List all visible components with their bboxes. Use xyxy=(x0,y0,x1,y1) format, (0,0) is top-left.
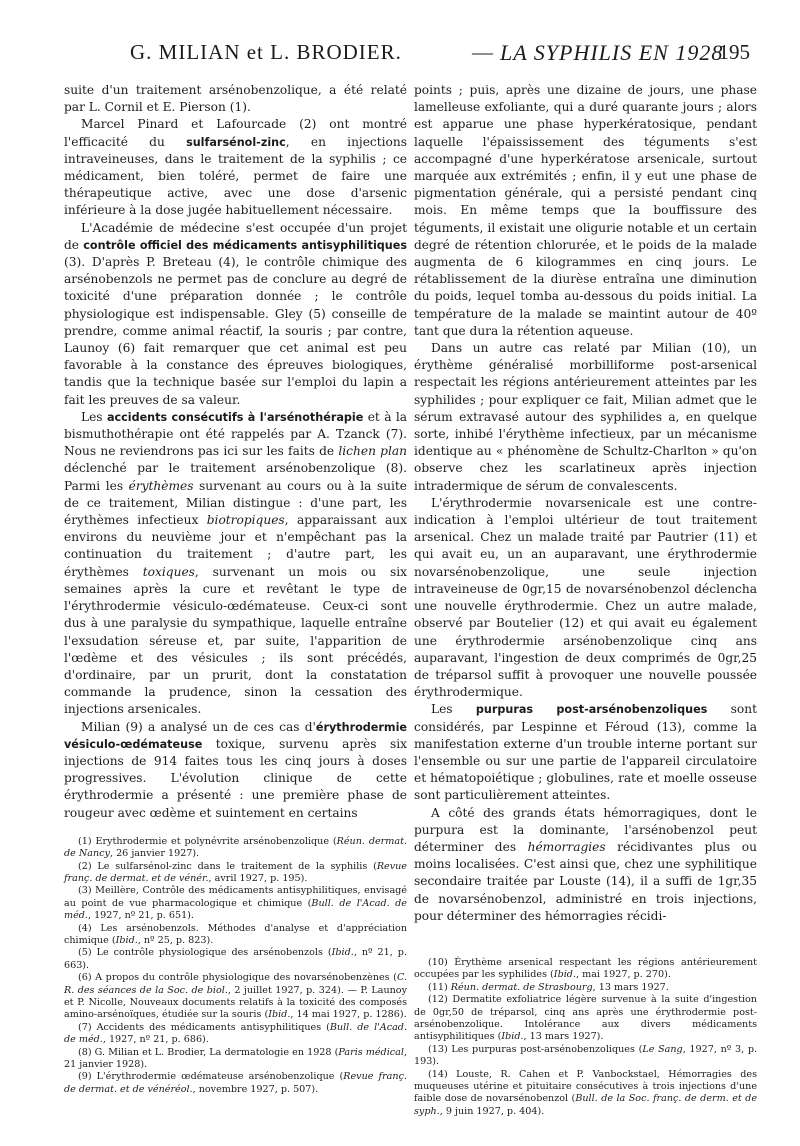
left-column xyxy=(64,82,407,1096)
right-body xyxy=(414,82,757,925)
text: Les xyxy=(81,409,107,424)
text: (5) Le contrôle physiologique des arsénobenzols ( xyxy=(78,947,332,959)
text: (8) G. Milian et L. Brodier, La dermatologie en 1928 ( xyxy=(78,1046,339,1058)
text: (3). D'après P. Breteau (4), le contrôle chimique des arsénobenzols ne permet pas de conclure au degré de toxicité d'une préparation donnée ; le contrôle physiologique est indispensable. Gley (5) conseille de prendre, comme animal réactif, la souris ; par contre, Launoy (6) fait remarquer que cet animal est peu favorable à la constance des épreuves biologiques, tandis que la technique basée sur l'emploi du lapin a fait les preuves de sa valeur. xyxy=(64,255,407,407)
text: L'Académie de médecine s'est occupée d'un projet de xyxy=(64,220,407,252)
bold-term: contrôle officiel des médicaments antisyphilitiques xyxy=(83,238,407,252)
text: (2) Le sulfarsénol-zinc dans le traitement de la syphilis ( xyxy=(78,860,377,872)
citation: Bull. de la Soc. franç. de derm. et de syph. xyxy=(414,1093,758,1117)
citation: Ibid. xyxy=(501,1031,524,1043)
paragraph xyxy=(64,220,407,409)
paragraph xyxy=(414,340,757,495)
text: (7) Accidents des médicaments antisyphilitiques ( xyxy=(78,1021,330,1033)
header-separator: — xyxy=(472,40,493,64)
text: , nº 21, p. 663). xyxy=(64,947,407,971)
bold-term: érythrodermie vésiculo-œdémateuse xyxy=(64,720,407,751)
paragraph xyxy=(414,805,757,925)
italic-term: hémorragies xyxy=(527,839,606,854)
footnote xyxy=(64,947,407,972)
paragraph xyxy=(64,82,407,116)
text: , 14 mai 1927, p. 1286). xyxy=(290,1009,407,1021)
text: , 1927, nº 21, p. 686). xyxy=(102,1034,209,1046)
text: , 26 janvier 1927). xyxy=(109,848,200,860)
paragraph xyxy=(414,701,757,804)
citation: Ibid. xyxy=(553,969,576,981)
text: (13) Les purpuras post-arsénobenzoliques ( xyxy=(428,1043,643,1055)
text: récidivantes plus ou moins localisées. C'est ainsi que, chez une syphilitique secondaire traitée par Louste (14), il a suffi de 1gr,35 de novarsénobenzol, administré en trois injections, pour déterminer des hémorragies récidi- xyxy=(414,839,757,923)
paragraph xyxy=(64,116,407,219)
footnote xyxy=(64,1071,407,1096)
text: , apparaissant aux environs du neuvième jour et n'empêchant pas la continuation du traitement ; d'autre part, les érythèmes xyxy=(64,513,407,579)
citation: Bull. de l'Acad. de méd. xyxy=(64,1021,407,1046)
text: , avril 1927, p. 195). xyxy=(208,872,308,884)
text: L'érythrodermie novarsenicale est une contre-indication à l'emploi ultérieur de tout traitement arsenical. Chez un malade traité par Pautrier (11) et qui avait eu, un an auparavant, une érythrodermie novarsénobenzolique, une seule injection intraveineuse de 0gr,15 de novarsénobenzol déclencha une nouvelle érythrodermie. Chez un autre malade, observé par Boutelier (12) et qui avait eu également une érythrodermie arsénobenzolique cinq ans auparavant, l'ingestion de deux comprimés de 0gr,25 de tréparsol suffit à provoquer une nouvelle poussée érythrodermique. xyxy=(414,495,757,700)
footnote xyxy=(414,1044,757,1069)
text: , novembre 1927, p. 507). xyxy=(192,1083,319,1095)
text: (9) L'érythrodermie œdémateuse arsénobenzolique ( xyxy=(78,1071,344,1083)
text: , 13 mars 1927. xyxy=(592,981,669,993)
text: , 9 juin 1927, p. 404). xyxy=(439,1105,545,1117)
text: (6) A propos du contrôle physiologique des novarsénobenzènes ( xyxy=(78,972,397,984)
text: , mai 1927, p. 270). xyxy=(576,969,671,981)
text: (11) xyxy=(428,981,451,993)
citation: Le Sang xyxy=(642,1043,683,1055)
footnote xyxy=(64,836,407,861)
citation: Revue franç. de dermat. et de vénéréol. xyxy=(64,1071,408,1095)
footnote xyxy=(64,885,407,922)
text: points ; puis, après une dizaine de jours, une phase lamelleuse exfoliante, qui a duré quarante jours ; alors est apparue une phase hyperkératosique, pendant laquelle l'épaississement des téguments s'est accompagné d'une hyperkératose arsenicale, surtout marquée aux extrémités ; enfin, il y eut une phase de pigmentation générale, qui a persisté pendant cinq mois. En même temps que la bouffissure des téguments, il existait une oligurie notable et un certain degré de rétention chlorurée, et le poids de la malade augmenta de 6 kilogrammes en cinq jours. Le rétablissement de la diurèse entraîna une diminution du poids, lequel tomba au-dessous du poids initial. La température de la malade se maintint autour de 40º tant que dura la rétention aqueuse. xyxy=(414,83,757,338)
text: Les xyxy=(431,702,476,717)
text: , 21 janvier 1928). xyxy=(64,1046,407,1071)
footnote xyxy=(414,957,757,982)
paragraph xyxy=(414,82,757,340)
citation: Revue franç. de dermat. et de vénér. xyxy=(64,860,407,884)
paragraph xyxy=(414,495,757,701)
citation: C. R. des séances de la Soc. de biol. xyxy=(64,972,407,996)
text: , 1927, nº 3, p. 193). xyxy=(414,1043,758,1068)
right-column xyxy=(414,82,757,1118)
footnote xyxy=(64,1022,407,1047)
text: (3) Meillère, Contrôle des médicaments antisyphilitiques, envisagé au point de vue pharmacologique et chimique ( xyxy=(64,885,407,909)
text: déclenché par le traitement arsénobenzolique (8). Parmi les xyxy=(64,461,407,493)
page-number: 195 xyxy=(718,40,750,64)
footnote xyxy=(414,982,757,994)
text: , survenant un mois ou six semaines après la cure et revêtant le type de l'érythrodermie vésiculo-œdémateuse. Ceux-ci sont dus à une paralysie du sympathique, laquelle entraîne l'exsudation séreuse et, par suite, l'apparition de l'œdème et des vésicules ; ils sont précédés, d'ordinaire, par un prurit, dont la constatation commande la prudence, sinon la cessation des injections arsenicales. xyxy=(64,564,407,717)
citation: Réun. dermat. de Strasbourg xyxy=(450,981,593,993)
footnote xyxy=(64,861,407,886)
footnote xyxy=(64,923,407,948)
bold-term: sulfarsénol-zinc xyxy=(186,135,286,149)
header-authors: G. MILIAN et L. BRODIER. xyxy=(130,40,402,64)
footnote xyxy=(64,1047,407,1072)
citation: Ibid. xyxy=(268,1009,291,1021)
text: survenant au cours ou à la suite de ce traitement, Milian distingue : d'une part, les érythèmes infectieux xyxy=(64,478,407,528)
italic-term: toxiques xyxy=(142,564,195,579)
text: , 13 mars 1927). xyxy=(523,1031,604,1043)
left-footnotes xyxy=(64,836,407,1097)
text: (12) Dermatite exfoliatrice légère survenue à la suite d'ingestion de 0gr,50 de tréparsol, cinq ans après une érythrodermie post-arsénobenzolique. Intolérance aux divers médicaments antisyphilitiques ( xyxy=(414,994,757,1043)
text: (4) Les arsénobenzols. Méthodes d'analyse et d'appréciation chimique ( xyxy=(64,922,407,946)
text: A côté des grands états hémorragiques, dont le purpura est la dominante, l'arsénobenzol peut déterminer des xyxy=(414,805,757,854)
italic-term: biotropiques xyxy=(206,513,285,528)
text: Marcel Pinard et Lafourcade (2) ont montré l'efficacité du xyxy=(64,117,407,149)
citation: Bull. de l'Acad. de méd. xyxy=(64,897,407,922)
paragraph xyxy=(64,409,407,719)
text: (14) Louste, R. Cahen et P. Vanbockstael, Hémorragies des muqueuses utérine et pituitaire consécutives à trois injections d'une faible dose de novarsénobenzol ( xyxy=(414,1068,757,1105)
text: , nº 25, p. 823). xyxy=(137,934,214,946)
italic-term: lichen plan xyxy=(338,444,407,459)
citation: Ibid. xyxy=(115,934,138,946)
right-footnotes xyxy=(414,957,757,1118)
bold-term: accidents consécutifs à l'arsénothérapie xyxy=(106,410,364,424)
text: (10) Érythème arsenical respectant les régions antérieurement occupées par les syphilides ( xyxy=(414,956,757,981)
text: suite d'un traitement arsénobenzolique, a été relaté par L. Cornil et E. Pierson (1). xyxy=(64,83,407,115)
text: , en injections intraveineuses, dans le traitement de la syphilis ; ce médicament, bien toléré, permet de faire une thérapeutique active, avec une dose d'arsenic inférieure à la dose jugée habituellement nécessaire. xyxy=(64,134,407,218)
text: Milian (9) a analysé un de ces cas d' xyxy=(81,719,316,734)
text: toxique, survenu après six injections de 914 faites tous les cinq jours à doses progressives. L'évolution clinique de cette érythrodermie a présenté : une première phase de rougeur avec œdème et suintement en certains xyxy=(64,736,407,820)
text: Dans un autre cas relaté par Milian (10), un érythème généralisé morbilliforme post-arsenical respectait les régions antérieurement atteintes par les syphilides ; pour expliquer ce fait, Milian admet que le sérum extravasé autour des syphilides a, en quelque sorte, inhibé l'érythème infectieux, par un mécanisme identique au « phénomène de Schultz-Charlton » qu'on observe chez les scarlatineux après injection intradermique de sérum de convalescents. xyxy=(414,341,757,493)
text: et à la bismuthothérapie ont été rappelés par A. Tzanck (7). Nous ne reviendrons pas ici sur les faits de xyxy=(64,409,407,459)
left-body xyxy=(64,82,407,822)
footnote xyxy=(414,994,757,1044)
citation: Réun. dermat. de Nancy xyxy=(64,835,407,860)
text: (1) Erythrodermie et polynévrite arsénobenzolique ( xyxy=(78,835,337,847)
citation: Ibid. xyxy=(331,947,354,959)
text: , 2 juillet 1927, p. 324). — P. Launoy et P. Nicolle, Nouveaux documents relatifs à la toxicité des composés amino-arsénoïques, étudiée sur la souris ( xyxy=(64,984,407,1021)
paragraph xyxy=(64,719,407,822)
bold-term: purpuras post-arsénobenzoliques xyxy=(475,703,708,717)
footnote xyxy=(414,1069,757,1119)
text: , 1927, nº 21, p. 651). xyxy=(87,910,194,922)
citation: Paris médical xyxy=(338,1046,404,1058)
header-title: LA SYPHILIS EN 1928 xyxy=(500,40,724,65)
running-header xyxy=(60,40,750,70)
italic-term: érythèmes xyxy=(128,478,194,493)
footnote xyxy=(64,972,407,1022)
text: sont considérés, par Lespinne et Féroud (13), comme la manifestation externe d'un trouble interne portant sur l'ensemble ou sur une partie de l'appareil circulatoire et hématopoiétique ; globulines, rate et moelle osseuse sont particulièrement atteintes. xyxy=(414,702,758,803)
